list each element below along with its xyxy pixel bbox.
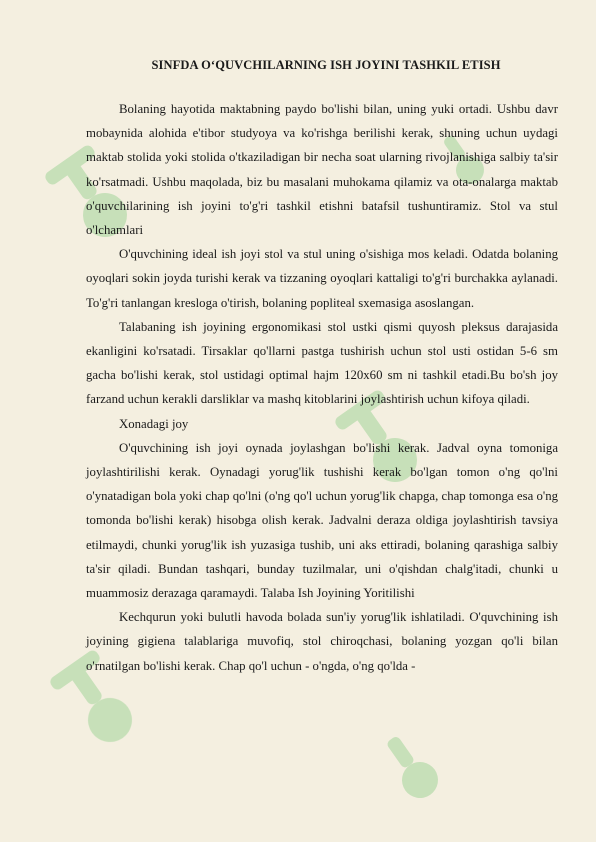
paragraph-5: Kechqurun yoki bulutli havoda bolada sun'iy yorug'lik ishlatiladi. O'quvchining ish joyining gigiena talablariga muvofiq, stol chiroqchasi, bolaning yozgan qo'li bilan o'rnatilgan bo'lishi kerak. Chap qo'l uchun - o'ngda, o'ng qo'lda -	[86, 610, 558, 673]
paragraph-2: O'quvchining ideal ish joyi stol va stul uning o'sishiga mos keladi. Odatda bolaning oyoqlari sokin joyda turishi kerak va tizzaning oyoqlari kattaligi to'g'ri burchakka aylanadi. To'g'ri tanlangan kresloga o'tirish, bolaning popliteal sxemasiga asoslangan.	[86, 247, 558, 310]
paragraph-3: Talabaning ish joyining ergonomikasi stol ustki qismi quyosh pleksus darajasida ekanligini ko'rsatadi. Tirsaklar qo'llarni pastga tushirish uchun stol usti ostidan 5-6 sm gacha bo'lishi kerak, stol ustidagi optimal hajm 120x60 sm ni tashkil etadi.Bu bo'sh joy farzand uchun kerakli darsliklar va mashq kitoblarini joylashtirish uchun kifoya qiladi.	[86, 319, 558, 407]
section-heading-room: Xonadagi joy	[119, 416, 189, 431]
paragraph-4: O'quvchining ish joyi oynada joylashgan bo'lishi kerak. Jadval oyna tomoniga joylashtirilishi kerak. Oynadagi yorug'lik tushishi kerak bo'lgan tomon o'ng qo'lni o'ynatadigan bola yoki chap qo'lni (o'ng qo'l uchun yorug'lik chapga, chap tomonga esa o'ng tomonda bo'lishi kerak) hisobga olish kerak. Jadvalni deraza oldiga joylashtirish tavsiya etilmaydi, chunki yorug'lik ish yuzasiga tushib, uni aks ettiradi, bolaning qarashiga salbiy ta'sir qiladi. Bundan tashqari, bunday tuzilmalar, uni o'qishdan chalg'itadi, chunki u muammosiz derazaga qaramaydi. Talaba Ish Joyining Yoritilishi	[86, 440, 558, 601]
document-page	[86, 58, 558, 678]
paragraph-1: Bolaning hayotida maktabning paydo bo'lishi bilan, uning yuki ortadi. Ushbu davr mobaynida alohida e'tibor studyoya va ko'rishga berilishi kerak, shuning uchun uydagi maktab stolida yoki stolida o'tkaziladigan bir necha soat ularning rivojlanishiga salbiy ta'sir ko'rsatmadi. Ushbu maqolada, biz bu masalani muhokama qilamiz va ota-onalarga maktab o'quvchilarining ish joyini to'g'ri tashkil etishni batafsil tushuntiramiz. Stol va stul o'lchamlari	[86, 102, 558, 238]
document-title: SINFDA O‘QUVCHILARNING ISH JOYINI TASHKIL ETISH	[151, 58, 501, 72]
